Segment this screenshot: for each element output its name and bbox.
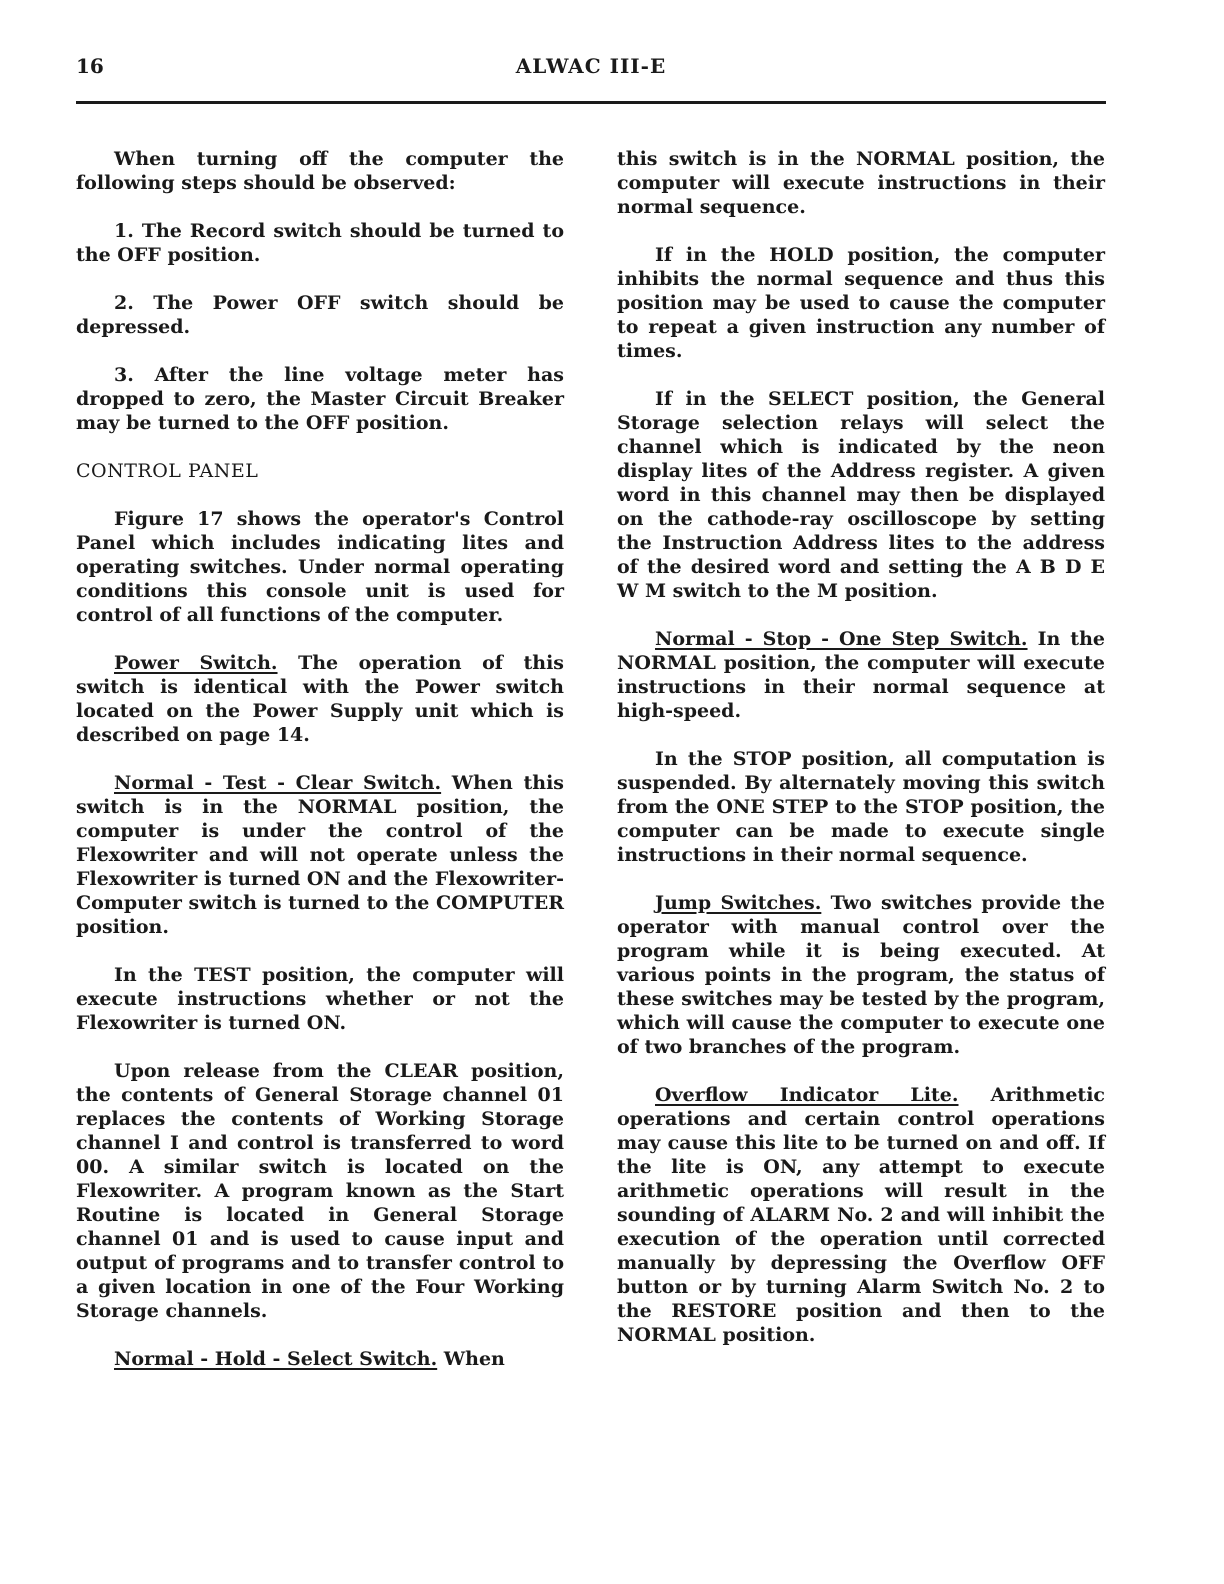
- jump-switches-body: Two switches provide the operator with manual control over the program while it is being executed. At various points in the program, the status of these switches may be tested by the program, which will cause the computer to execute one of two branches of the program.: [617, 892, 1105, 1058]
- intro-paragraph: When turning off the computer the following steps should be observed:: [76, 148, 564, 194]
- page-number: 16: [76, 54, 104, 78]
- right-column: [617, 147, 1105, 1371]
- section-heading: CONTROL PANEL: [76, 460, 259, 482]
- step-3-paragraph: 3. After the line voltage meter has dropped to zero, the Master Circuit Breaker may be turned to the OFF position.: [76, 364, 564, 434]
- normal-stop-onestep-title: Normal - Stop - One Step Switch.: [655, 628, 1028, 650]
- test-position-paragraph: In the TEST position, the computer will execute instructions whether or not the Flexowriter is turned ON.: [76, 964, 564, 1034]
- step-2-paragraph: 2. The Power OFF switch should be depressed.: [76, 292, 564, 338]
- page-header: [76, 48, 1106, 84]
- normal-hold-select-paragraph: [76, 1347, 564, 1371]
- normal-test-clear-paragraph: [76, 771, 564, 939]
- normal-hold-select-title: Normal - Hold - Select Switch.: [114, 1348, 438, 1370]
- jump-switches-title: Jump Switches.: [655, 892, 822, 914]
- clear-position-paragraph: Upon release from the CLEAR position, the contents of General Storage channel 01 replaces the contents of Working Storage channel I and control is transferred to word 00. A similar switch is located on the Flexowriter. A program known as the Start Routine is located in General Storage channel 01 and is used to cause input and output of programs and to transfer control to a given location in one of the Four Working Storage channels.: [76, 1060, 564, 1322]
- overflow-indicator-body: Arithmetic operations and certain control operations may cause this lite to be turned on and off. If the lite is ON, any attempt to execute arithmetic operations will result in the sounding of ALARM No. 2 and will inhibit the execution of the operation until corrected manually by depressing the Overflow OFF button or by turning Alarm Switch No. 2 to the RESTORE position and then to the NORMAL position.: [617, 1084, 1105, 1346]
- header-rule: [76, 101, 1106, 104]
- normal-test-clear-title: Normal - Test - Clear Switch.: [114, 772, 442, 794]
- power-switch-body: The operation of this switch is identical with the Power switch located on the Power Supply unit which is described on page 14.: [76, 652, 564, 746]
- running-title: ALWAC III-E: [515, 54, 667, 78]
- normal-position-paragraph: this switch is in the NORMAL position, the computer will execute instructions in their normal sequence.: [617, 148, 1105, 218]
- normal-stop-onestep-paragraph: [617, 627, 1105, 723]
- normal-test-clear-body: When this switch is in the NORMAL position, the computer is under the control of the Flexowriter and will not operate unless the Flexowriter is turned ON and the Flexowriter-Computer switch is turned to the COMPUTER position.: [76, 772, 564, 938]
- overflow-indicator-title: Overflow Indicator Lite.: [655, 1084, 959, 1106]
- hold-position-paragraph: If in the HOLD position, the computer inhibits the normal sequence and thus this position may be used to cause the computer to repeat a given instruction any number of times.: [617, 244, 1105, 362]
- normal-hold-select-body: When: [437, 1348, 505, 1370]
- left-column: [76, 147, 564, 1395]
- power-switch-paragraph: [76, 651, 564, 747]
- control-panel-paragraph: Figure 17 shows the operator's Control Panel which includes indicating lites and operating switches. Under normal operating conditions this console unit is used for control of all functions of the computer.: [76, 508, 564, 626]
- power-switch-title: Power Switch.: [114, 652, 278, 674]
- select-position-paragraph: If in the SELECT position, the General Storage selection relays will select the channel which is indicated by the neon display lites of the Address register. A given word in this channel may then be displayed on the cathode-ray oscilloscope by setting the Instruction Address lites to the address of the desired word and setting the A B D E W M switch to the M position.: [617, 388, 1105, 602]
- normal-stop-onestep-body: In the NORMAL position, the computer will execute instructions in their normal sequence at high-speed.: [617, 628, 1105, 722]
- step-1-paragraph: 1. The Record switch should be turned to the OFF position.: [76, 220, 564, 266]
- jump-switches-paragraph: [617, 891, 1105, 1059]
- stop-position-paragraph: In the STOP position, all computation is suspended. By alternately moving this switch from the ONE STEP to the STOP position, the computer can be made to execute single instructions in their normal sequence.: [617, 748, 1105, 866]
- overflow-indicator-paragraph: [617, 1083, 1105, 1347]
